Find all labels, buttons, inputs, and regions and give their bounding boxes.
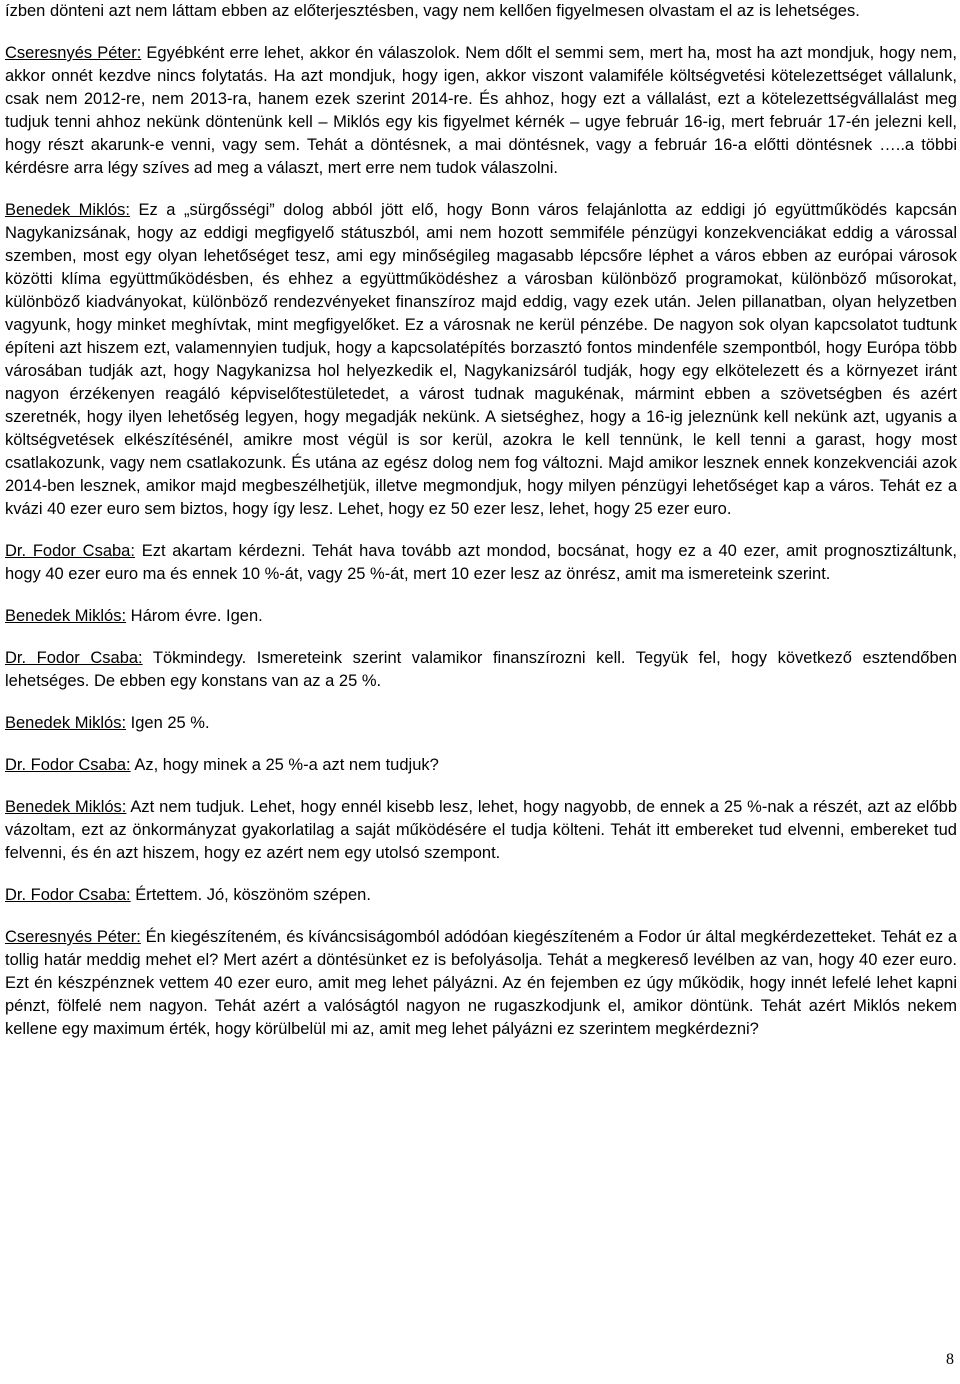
transcript-paragraph bbox=[5, 796, 957, 865]
speaker-name: Dr. Fodor Csaba: bbox=[5, 649, 143, 667]
speech-text: Ez a „sürgősségi” dolog abból jött elő, hogy Bonn város felajánlotta az eddigi jó együttműködés kapcsán Nagykanizsának, hogy az eddigi megfigyelő státuszból, ami nem hozott semmiféle pénzügyi konzekvenciákat eddig a várossal szemben, most egy olyan lehetőséget tesz, ami egy minőségileg magasabb lépcsőre léphet a város ebben az európai városok közötti klíma együttműködésben, és ehhez a együttműködéshez a városban különböző programokat, különböző műsorokat, különböző kiadványokat, különböző rendezvényeket finanszíroz majd eddig, vagy ezek után. Jelen pillanatban, olyan helyzetben vagyunk, hogy minket meghívtak, mint megfigyelőket. Ez a városnak ne kerül pénzébe. De nagyon sok olyan kapcsolatot tudtunk építeni azt hiszem ezt, valamennyien tudjuk, hogy a kapcsolatépítés borzasztó fontos mindenféle szempontból, hogy Európa több városában tudják azt, hogy Nagykanizsa hol helyezkedik el, Nagykanizsáról tudják, hogy egy elkötelezett és a környezet iránt nagyon érzékenyen reagáló képviselőtestületedet, a várost tudnak magukénak, mármint ebben a szövetségben és azért szeretnék, hogy ilyen lehetőség legyen, hogy megadják nekünk. A sietséghez, hogy a 16-ig jeleznünk kell nekünk azt, ugyanis a költségvetések elkészítésénél, amikre most végül is sor kerül, azokra le kell tennünk, le kell tenni a garast, hogy most csatlakozunk, vagy nem csatlakozunk. És utána az egész dolog nem fog változni. Majd amikor lesznek ennek konzekvenciái azok 2014-ben lesznek, amikor majd megbeszélhetjük, illetve megmondjuk, hogy milyen pénzügyi lehetőséget kap a város. Tehát ez a kvázi 40 ezer euro sem biztos, hogy így lesz. Lehet, hogy ez 50 ezer lesz, lehet, hogy 25 ezer euro. bbox=[5, 201, 957, 518]
speech-text: Három évre. Igen. bbox=[126, 607, 263, 625]
speech-text: Egyébként erre lehet, akkor én válaszolok. Nem dőlt el semmi sem, mert ha, most ha azt mondjuk, hogy nem, akkor onnét kezdve nincs folytatás. Ha azt mondjuk, hogy igen, akkor viszont valamiféle költségvetési kötelezettséget vállalunk, csak nem 2012-re, nem 2013-ra, hanem ezek szerint 2014-re. És ahhoz, hogy ezt a vállalást, ezt a kötelezettségvállalást meg tudjuk tenni ahhoz nekünk döntenünk kell – Miklós egy kis figyelmet kérnék – ugye február 16-ig, mert február 17-én jelezni kell, hogy részt akarunk-e venni, vagy sem. Tehát a döntésnek, a mai döntésnek, vagy a február 16-a előtti döntésnek …..a többi kérdésre arra légy szíves ad meg a választ, mert erre nem tudok válaszolni. bbox=[5, 44, 957, 177]
speaker-name: Dr. Fodor Csaba: bbox=[5, 542, 135, 560]
speech-text: Értettem. Jó, köszönöm szépen. bbox=[130, 886, 371, 904]
transcript-paragraph bbox=[5, 712, 957, 735]
page-number: 8 bbox=[946, 1351, 954, 1368]
speaker-name: Benedek Miklós: bbox=[5, 798, 127, 816]
speaker-name: Benedek Miklós: bbox=[5, 607, 127, 625]
transcript-paragraph bbox=[5, 926, 957, 1041]
speech-text: Én kiegészíteném, és kíváncsiságomból adódóan kiegészíteném a Fodor úr által megkérdezetteket. Tehát ez a tollig határ meddig mehet el? Mert azért a döntésünket ez is befolyásolja. Tehát a megkereső levélben az van, hogy 40 ezer euro. Ezt én készpénznek vettem 40 ezer euro, amit meg lehet pályázni. Az én fejemben ez úgy működik, hogy innét lefelé lehet kapni pénzt, fölfelé nem nagyon. Tehát azért a valóságtól nagyon ne rugaszkodjunk el, amikor döntünk. Tehát azért Miklós nekem kellene egy maximum érték, hogy körülbelül mi az, amit meg lehet pályázni ez szerintem megkérdezni? bbox=[5, 928, 957, 1038]
document-page bbox=[5, 0, 957, 1060]
transcript-paragraph bbox=[5, 0, 957, 23]
speech-text: Az, hogy minek a 25 %-a azt nem tudjuk? bbox=[130, 756, 439, 774]
speaker-name: Dr. Fodor Csaba: bbox=[5, 756, 131, 774]
speaker-name: Benedek Miklós: bbox=[5, 201, 130, 219]
transcript-paragraph bbox=[5, 42, 957, 180]
transcript-paragraph bbox=[5, 647, 957, 693]
speech-text: Azt nem tudjuk. Lehet, hogy ennél kisebb lesz, lehet, hogy nagyobb, de ennek a 25 %-nak a részét, azt az előbb vázoltam, ezt az önkormányzat gyakorlatilag a saját működésére el tudja költeni. Tehát itt embereket tud elvenni, embereket tud felvenni, és én azt hiszem, hogy ez azért nem egy utolsó szempont. bbox=[5, 798, 957, 862]
transcript-paragraph bbox=[5, 540, 957, 586]
speaker-name: Cseresnyés Péter: bbox=[5, 928, 141, 946]
speech-text: Tökmindegy. Ismereteink szerint valamikor finanszírozni kell. Tegyük fel, hogy következő esztendőben lehetséges. De ebben egy konstans van az a 25 %. bbox=[5, 649, 957, 690]
speech-text: Ezt akartam kérdezni. Tehát hava tovább azt mondod, bocsánat, hogy ez a 40 ezer, amit prognosztizáltunk, hogy 40 ezer euro ma és ennek 10 %-át, vagy 25 %-át, mert 10 ezer lesz az önrész, amit ma ismereteink szerint. bbox=[5, 542, 957, 583]
speaker-name: Benedek Miklós: bbox=[5, 714, 127, 732]
transcript-paragraph bbox=[5, 884, 957, 907]
transcript-paragraph bbox=[5, 605, 957, 628]
speaker-name: Cseresnyés Péter: bbox=[5, 44, 142, 62]
transcript-paragraph bbox=[5, 754, 957, 777]
speech-text: Igen 25 %. bbox=[126, 714, 210, 732]
speech-text: ízben dönteni azt nem láttam ebben az előterjesztésben, vagy nem kellően figyelmesen olvastam el az is lehetséges. bbox=[5, 2, 860, 20]
transcript-paragraph bbox=[5, 199, 957, 521]
speaker-name: Dr. Fodor Csaba: bbox=[5, 886, 131, 904]
